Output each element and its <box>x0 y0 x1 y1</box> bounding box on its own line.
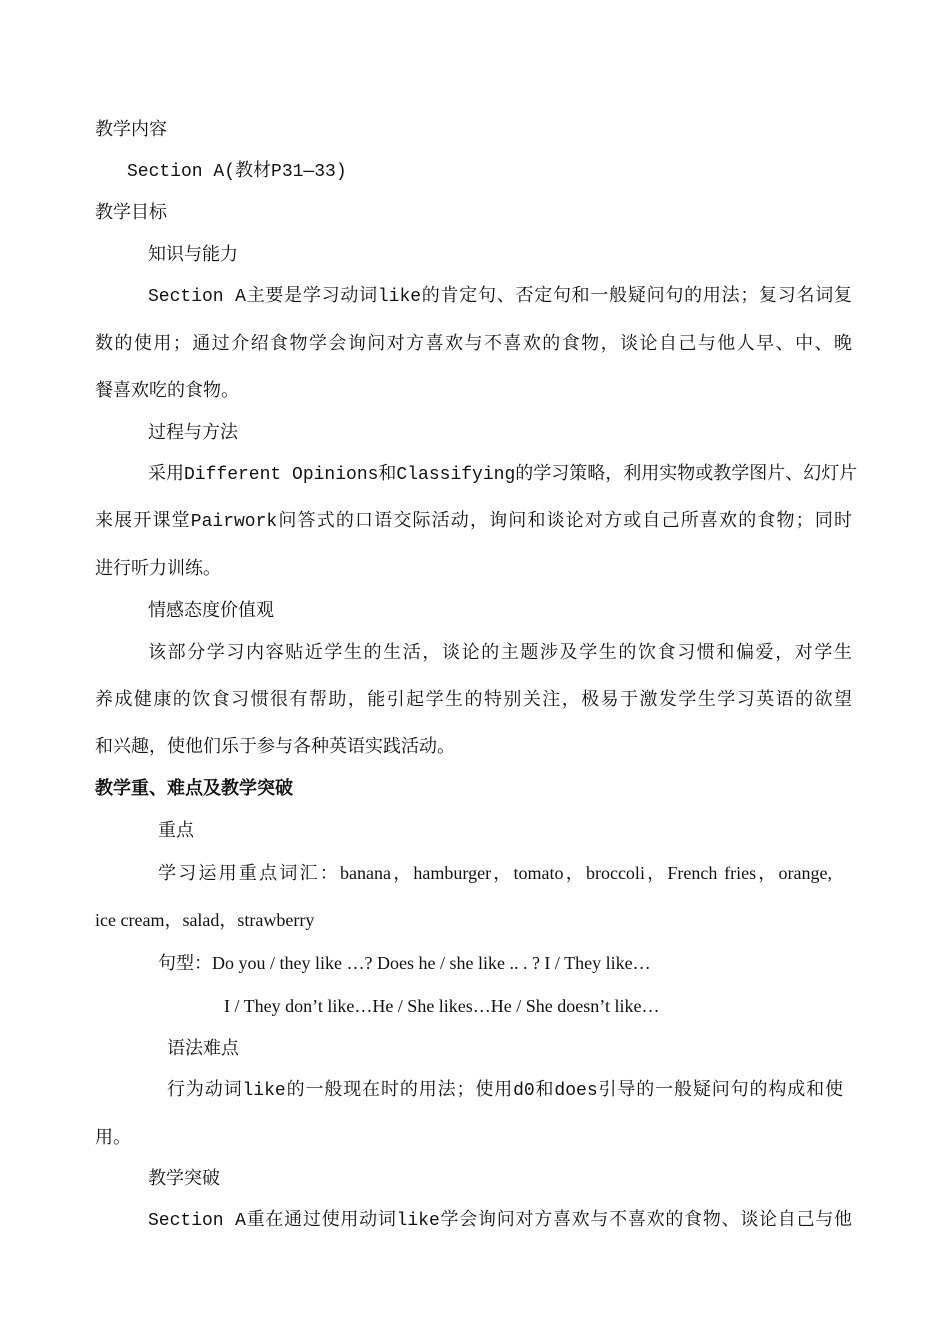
subheading-emotion-values: 情感态度价值观 <box>148 600 274 621</box>
heading-key-difficult-points: 教学重、难点及教学突破 <box>95 778 293 799</box>
breakthrough-line-1: Section A重在通过使用动词like学会询问对方喜欢与不喜欢的食物、谈论自己与他 <box>148 1211 852 1231</box>
subheading-grammar-difficulty: 语法难点 <box>167 1038 239 1059</box>
emotion-paragraph-line-2: 养成健康的饮食习惯很有帮助，能引起学生的特别关注，极易于激发学生学习英语的欲望 <box>95 689 852 710</box>
process-paragraph-line-1: 采用Different Opinions和Classifying的学习策略，利用实物或教学图片、幻灯片 <box>148 465 858 485</box>
knowledge-paragraph-line-2: 数的使用；通过介绍食物学会询问对方喜欢与不喜欢的食物，谈论自己与他人早、中、晚 <box>95 333 852 354</box>
subheading-focus: 重点 <box>158 820 194 841</box>
emotion-paragraph-line-3: 和兴趣，使他们乐于参与各种英语实践活动。 <box>95 736 455 757</box>
vocabulary-line-2: ice cream，salad，strawberry <box>95 910 315 930</box>
heading-teaching-content: 教学内容 <box>95 119 167 140</box>
grammar-line-2: 用。 <box>95 1127 131 1148</box>
subheading-knowledge-ability: 知识与能力 <box>148 244 238 265</box>
sentence-pattern-line-2: I / They don’t like…He / She likes…He / She doesn’t like… <box>224 996 660 1016</box>
subheading-process-method: 过程与方法 <box>148 422 238 443</box>
subheading-teaching-breakthrough: 教学突破 <box>148 1168 220 1189</box>
section-reference: Section A(教材P31—33) <box>127 162 347 182</box>
knowledge-paragraph-line-1: Section A主要是学习动词like的肯定句、否定句和一般疑问句的用法；复习名词复 <box>148 287 852 307</box>
heading-teaching-objectives: 教学目标 <box>95 202 167 223</box>
knowledge-paragraph-line-3: 餐喜欢吃的食物。 <box>95 380 239 401</box>
process-paragraph-line-3: 进行听力训练。 <box>95 558 221 579</box>
vocabulary-line-1: 学习运用重点词汇：banana，hamburger，tomato，broccoli，French fries，orange, <box>158 863 832 883</box>
process-paragraph-line-2: 来展开课堂Pairwork问答式的口语交际活动，询问和谈论对方或自己所喜欢的食物；同时 <box>95 512 852 532</box>
grammar-line-1: 行为动词like的一般现在时的用法；使用d0和does引导的一般疑问句的构成和使 <box>167 1081 843 1101</box>
emotion-paragraph-line-1: 该部分学习内容贴近学生的生活，谈论的主题涉及学生的饮食习惯和偏爱，对学生 <box>148 642 852 663</box>
sentence-pattern-line-1: 句型：Do you / they like …? Does he / she like .. . ? I / They like… <box>158 953 651 973</box>
